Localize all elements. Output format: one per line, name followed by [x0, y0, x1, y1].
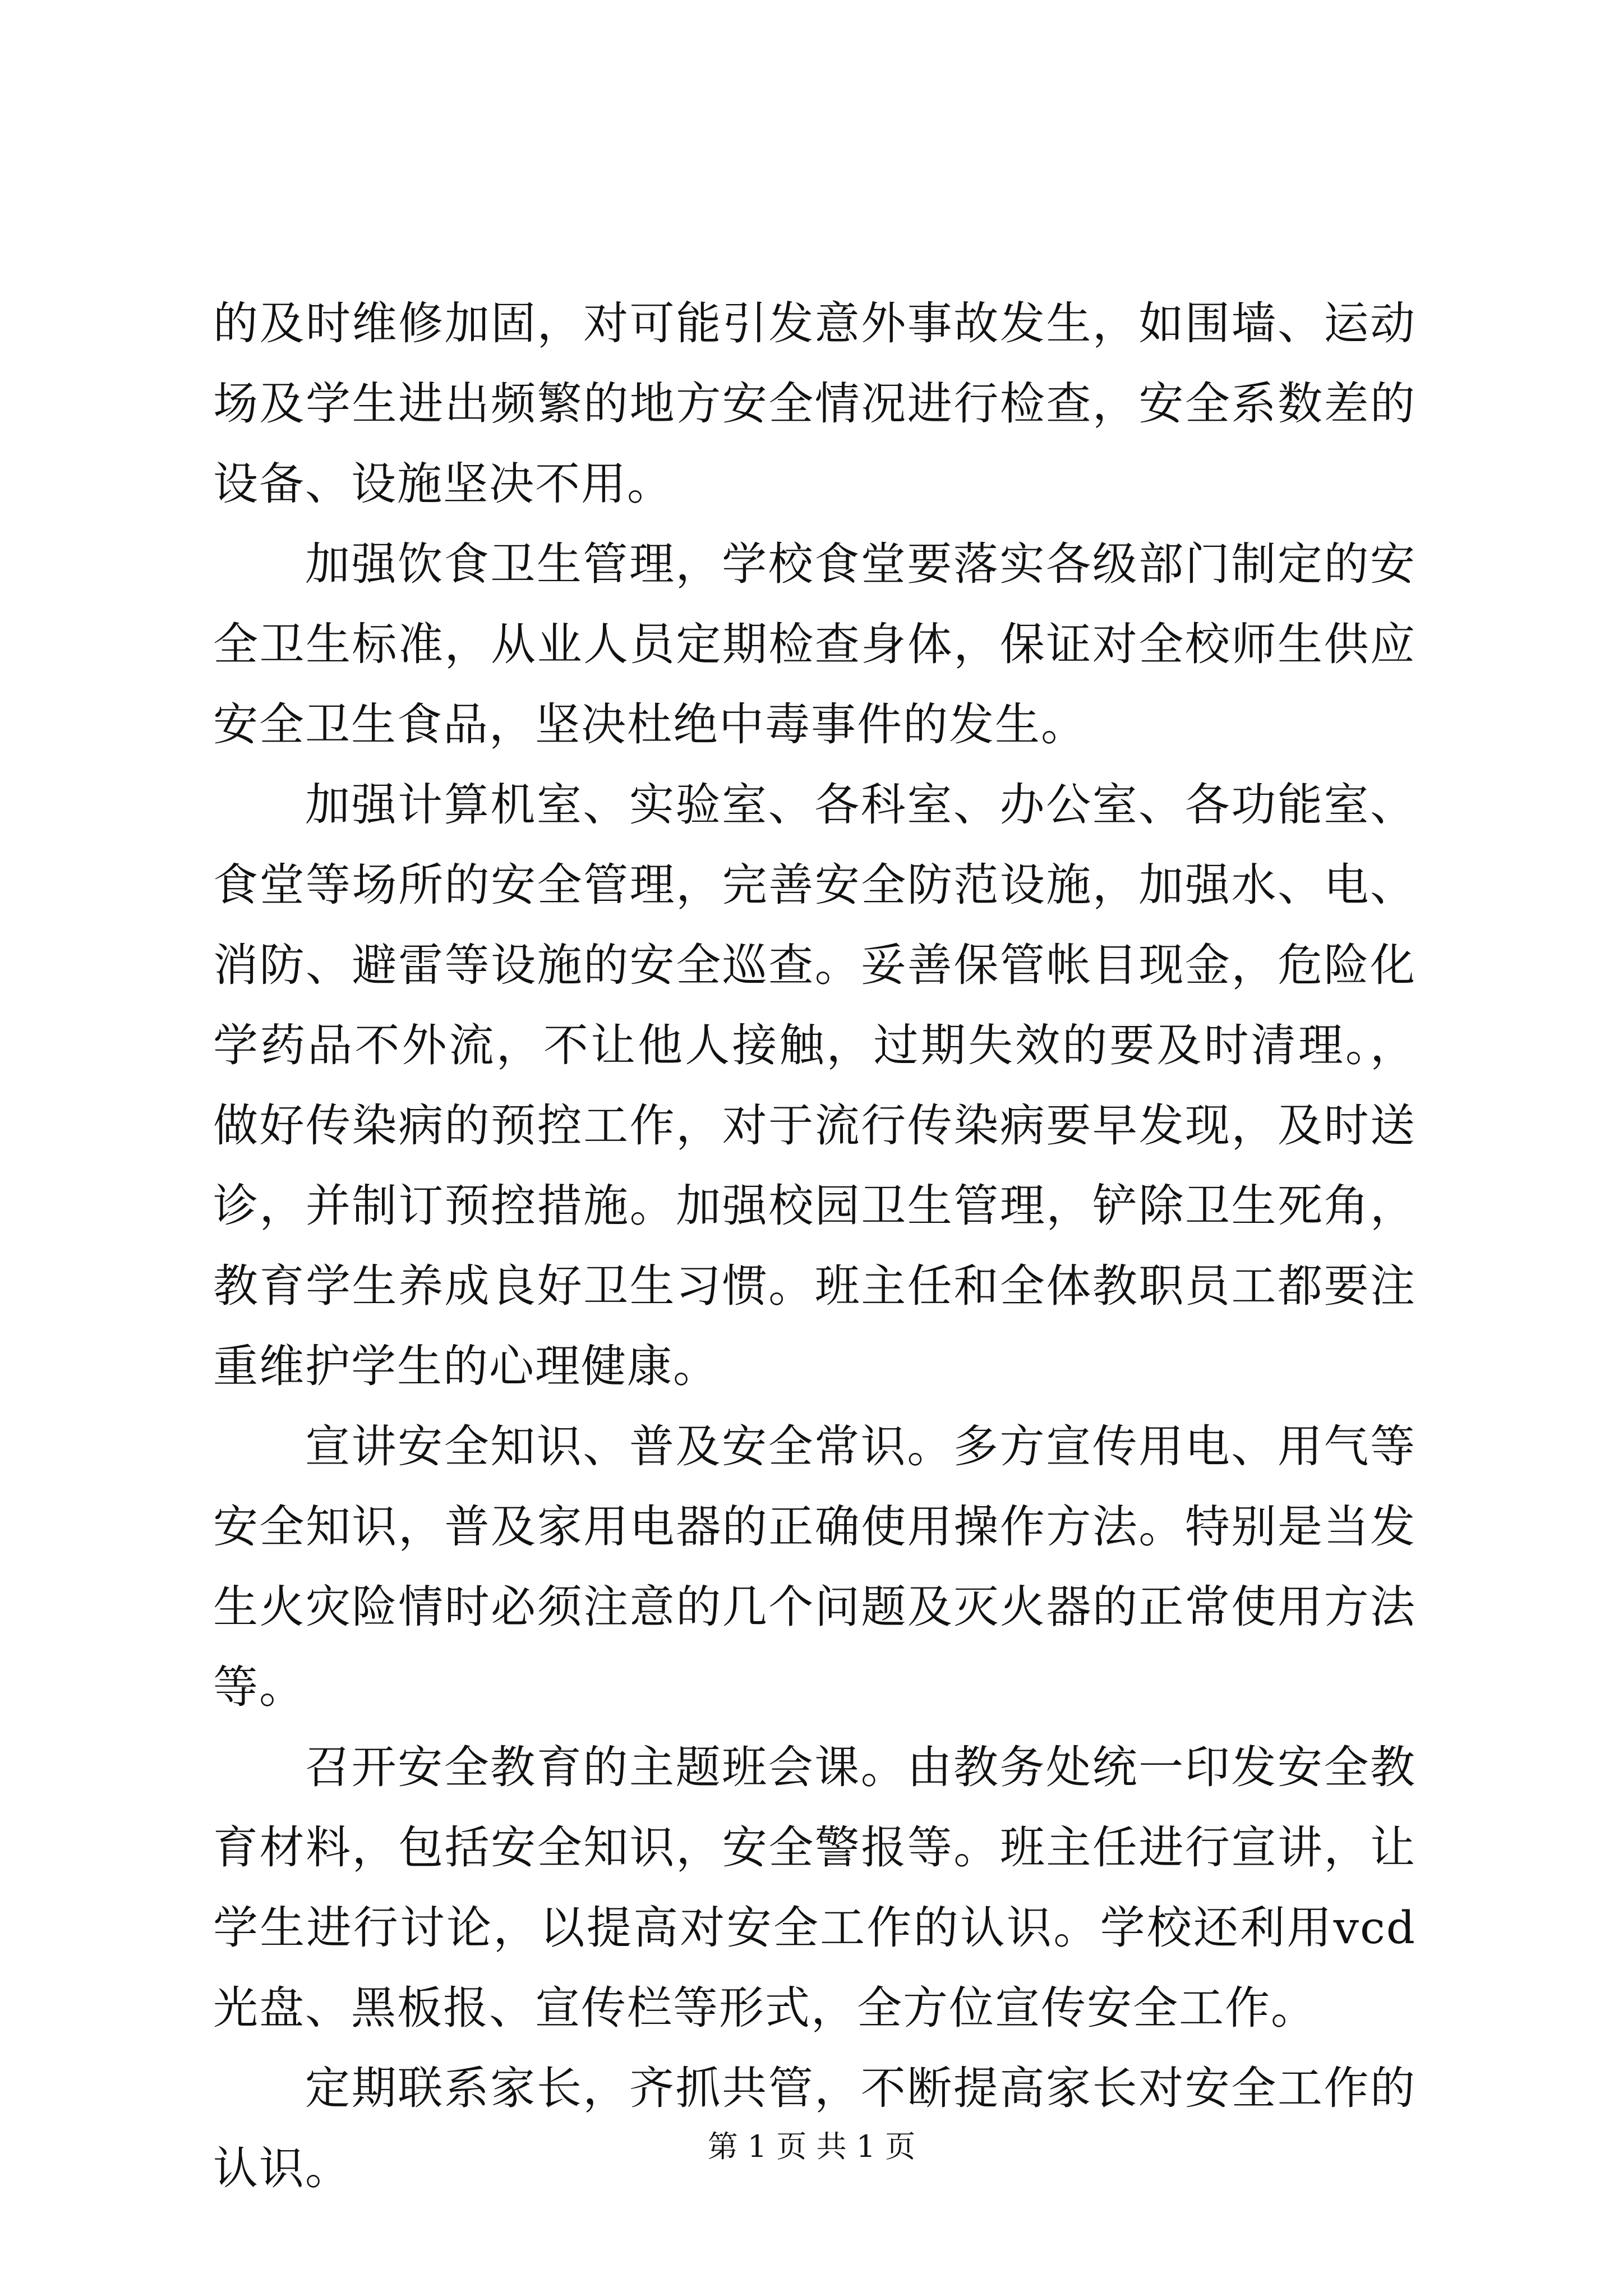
- document-body: [213, 283, 1416, 2208]
- paragraph-food-hygiene: 加强饮食卫生管理，学校食堂要落实各级部门制定的安全卫生标准，从业人员定期检查身体，保证对全校师生供应安全卫生食品，坚决杜绝中毒事件的发生。: [213, 538, 1416, 751]
- paragraph-safety-knowledge: 宣讲安全知识、普及安全常识。多方宣传用电、用气等安全知识，普及家用电器的正确使用操作方法。特别是当发生火灾险情时必须注意的几个问题及灭火器的正常使用方法等。: [213, 1420, 1416, 1713]
- paragraph-facility-safety: 加强计算机室、实验室、各科室、办公室、各功能室、食堂等场所的安全管理，完善安全防范设施，加强水、电、消防、避雷等设施的安全巡查。妥善保管帐目现金，危险化学药品不外流，不让他人接触，过期失效的要及时清理。，做好传染病的预控工作，对于流行传染病要早发现，及时送诊，并制订预控措施。加强校园卫生管理，铲除卫生死角，教育学生养成良好卫生习惯。班主任和全体教职员工都要注重维护学生的心理健康。: [213, 779, 1416, 1392]
- paragraph-continuation: 的及时维修加固，对可能引发意外事故发生，如围墙、运动场及学生进出频繁的地方安全情况进行检查，安全系数差的设备、设施坚决不用。: [213, 297, 1416, 510]
- page-number-footer: 第 1 页 共 1 页: [707, 2129, 916, 2164]
- paragraph-parent-contact: 定期联系家长，齐抓共管，不断提高家长对安全工作的认识。: [213, 2062, 1416, 2194]
- paragraph-class-meeting: 召开安全教育的主题班会课。由教务处统一印发安全教育材料，包括安全知识，安全警报等。班主任进行宣讲，让学生进行讨论，以提高对安全工作的认识。学校还利用vcd光盘、黑板报、宣传栏等形式，全方位宣传安全工作。: [213, 1741, 1416, 2034]
